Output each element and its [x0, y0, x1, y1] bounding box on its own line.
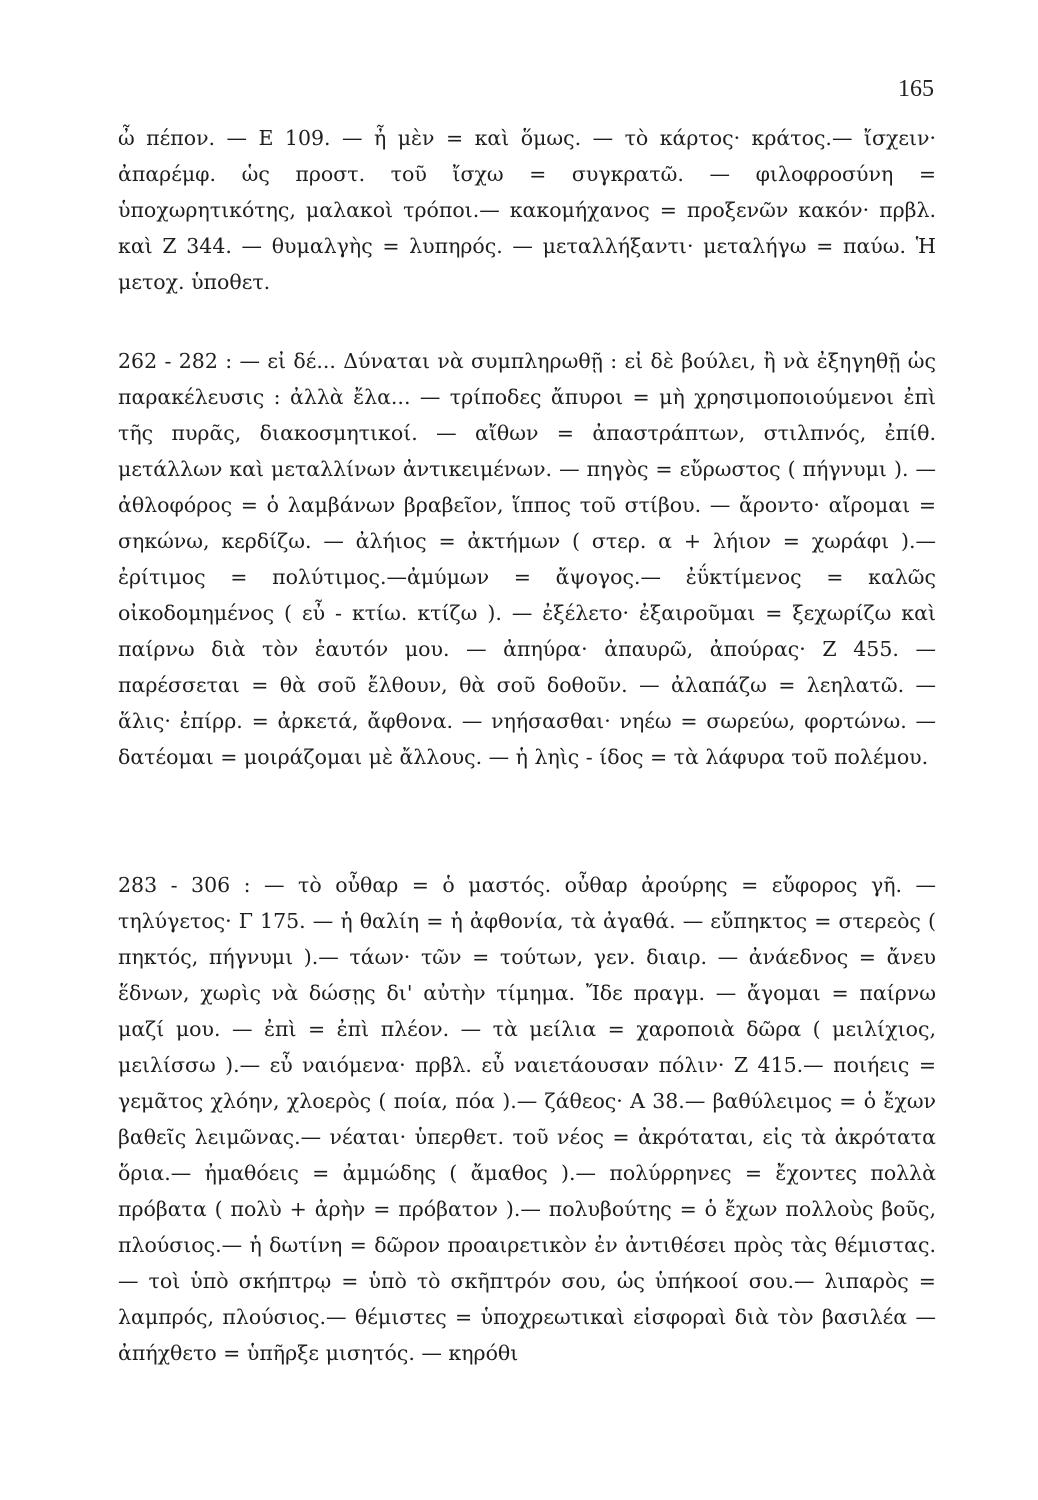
commentary-paragraph-1: ὦ πέπον. — Ε 109. — ἦ μὲν = καὶ ὅμως. — τὸ κάρτος· κράτος.— ἴσχειν· ἀπαρέμφ. ὡς προστ. τοῦ ἴσχω = συγκρατῶ. — φιλοφροσύνη = ὑποχωρητικότης, μαλακοὶ τρόποι.— κακομήχανος = προξενῶν κακόν· πρβλ. καὶ Ζ 344. — θυμαλγὴς = λυπηρός. — μεταλλήξαντι· μεταλήγω = παύω. Ἡ μετοχ. ὑποθετ.	[118, 126, 936, 294]
page-number: 165	[898, 76, 934, 102]
commentary-paragraph-262-282: 262 - 282 : — εἰ δέ... Δύναται νὰ συμπληρωθῇ : εἰ δὲ βούλει, ἢ νὰ ἐξηγηθῇ ὡς παρακέλευσις : ἀλλὰ ἔλα... — τρίποδες ἄπυροι = μὴ χρησιμοποιούμενοι ἐπὶ τῆς πυρᾶς, διακοσμητικοί. — αἴθων = ἀπαστράπτων, στιλπνός, ἐπίθ. μετάλλων καὶ μεταλλίνων ἀντικειμένων. — πηγὸς = εὔρωστος ( πήγνυμι ). — ἀθλοφόρος = ὁ λαμβάνων βραβεῖον, ἵππος τοῦ στίβου. — ἄροντο· αἴρομαι = σηκώνω, κερδίζω. — ἀλήιος = ἀκτήμων ( στερ. α + λήιον = χωράφι ).—ἐρίτιμος = πολύτιμος.—ἀμύμων = ἄψογος.— ἐΰκτίμενος = καλῶς οἰκοδομημένος ( εὖ - κτίω. κτίζω ). — ἐξέλετο· ἐξαιροῦμαι = ξεχωρίζω καὶ παίρνω διὰ τὸν ἑαυτόν μου. — ἀπηύρα· ἀπαυρῶ, ἀπούρας· Ζ 455. — παρέσσεται = θὰ σοῦ ἔλθουν, θὰ σοῦ δοθοῦν. — ἀλαπάζω = λεηλατῶ. — ἅλις· ἐπίρρ. = ἀρκετά, ἄφθονα. — νηήσασθαι· νηέω = σωρεύω, φορτώνω. — δατέομαι = μοιράζομαι μὲ ἄλλους. — ἡ ληὶς - ίδος = τὰ λάφυρα τοῦ πολέμου.	[118, 349, 936, 769]
commentary-paragraph-283-306: 283 - 306 : — τὸ οὖθαρ = ὁ μαστός. οὖθαρ ἀρούρης = εὔφορος γῆ. — τηλύγετος· Γ 175. — ἡ θαλίη = ἡ ἀφθονία, τὰ ἀγαθά. — εὔπηκτος = στερεὸς ( πηκτός, πήγνυμι ).— τάων· τῶν = τούτων, γεν. διαιρ. — ἀνάεδνος = ἄνευ ἕδνων, χωρὶς νὰ δώσῃς δι' αὐτὴν τίμημα. Ἴδε πραγμ. — ἄγομαι = παίρνω μαζί μου. — ἐπὶ = ἐπὶ πλέον. — τὰ μείλια = χαροποιὰ δῶρα ( μειλίχιος, μειλίσσω ).— εὖ ναιόμενα· πρβλ. εὖ ναιετάουσαν πόλιν· Ζ 415.— ποιήεις = γεμᾶτος χλόην, χλοερὸς ( ποία, πόα ).— ζάθεος· Α 38.— βαθύλειμος = ὁ ἔχων βαθεῖς λειμῶνας.— νέαται· ὑπερθετ. τοῦ νέος = ἀκρόταται, εἰς τὰ ἀκρότατα ὅρια.— ἠμαθόεις = ἀμμώδης ( ἄμαθος ).— πολύρρηνες = ἔχοντες πολλὰ πρόβατα ( πολὺ + ἀρὴν = πρόβατον ).— πολυβούτης = ὁ ἔχων πολλοὺς βοῦς, πλούσιος.— ἡ δωτίνη = δῶρον προαιρετικὸν ἐν ἀντιθέσει πρὸς τὰς θέμιστας.— τοὶ ὑπὸ σκήπτρῳ = ὑπὸ τὸ σκῆπτρόν σου, ὡς ὑπήκοοί σου.— λιπαρὸς = λαμπρός, πλούσιος.— θέμιστες = ὑποχρεωτικαὶ εἰσφοραὶ διὰ τὸν βασιλέα — ἀπήχθετο = ὑπῆρξε μισητός. — κηρόθι	[118, 873, 936, 1365]
